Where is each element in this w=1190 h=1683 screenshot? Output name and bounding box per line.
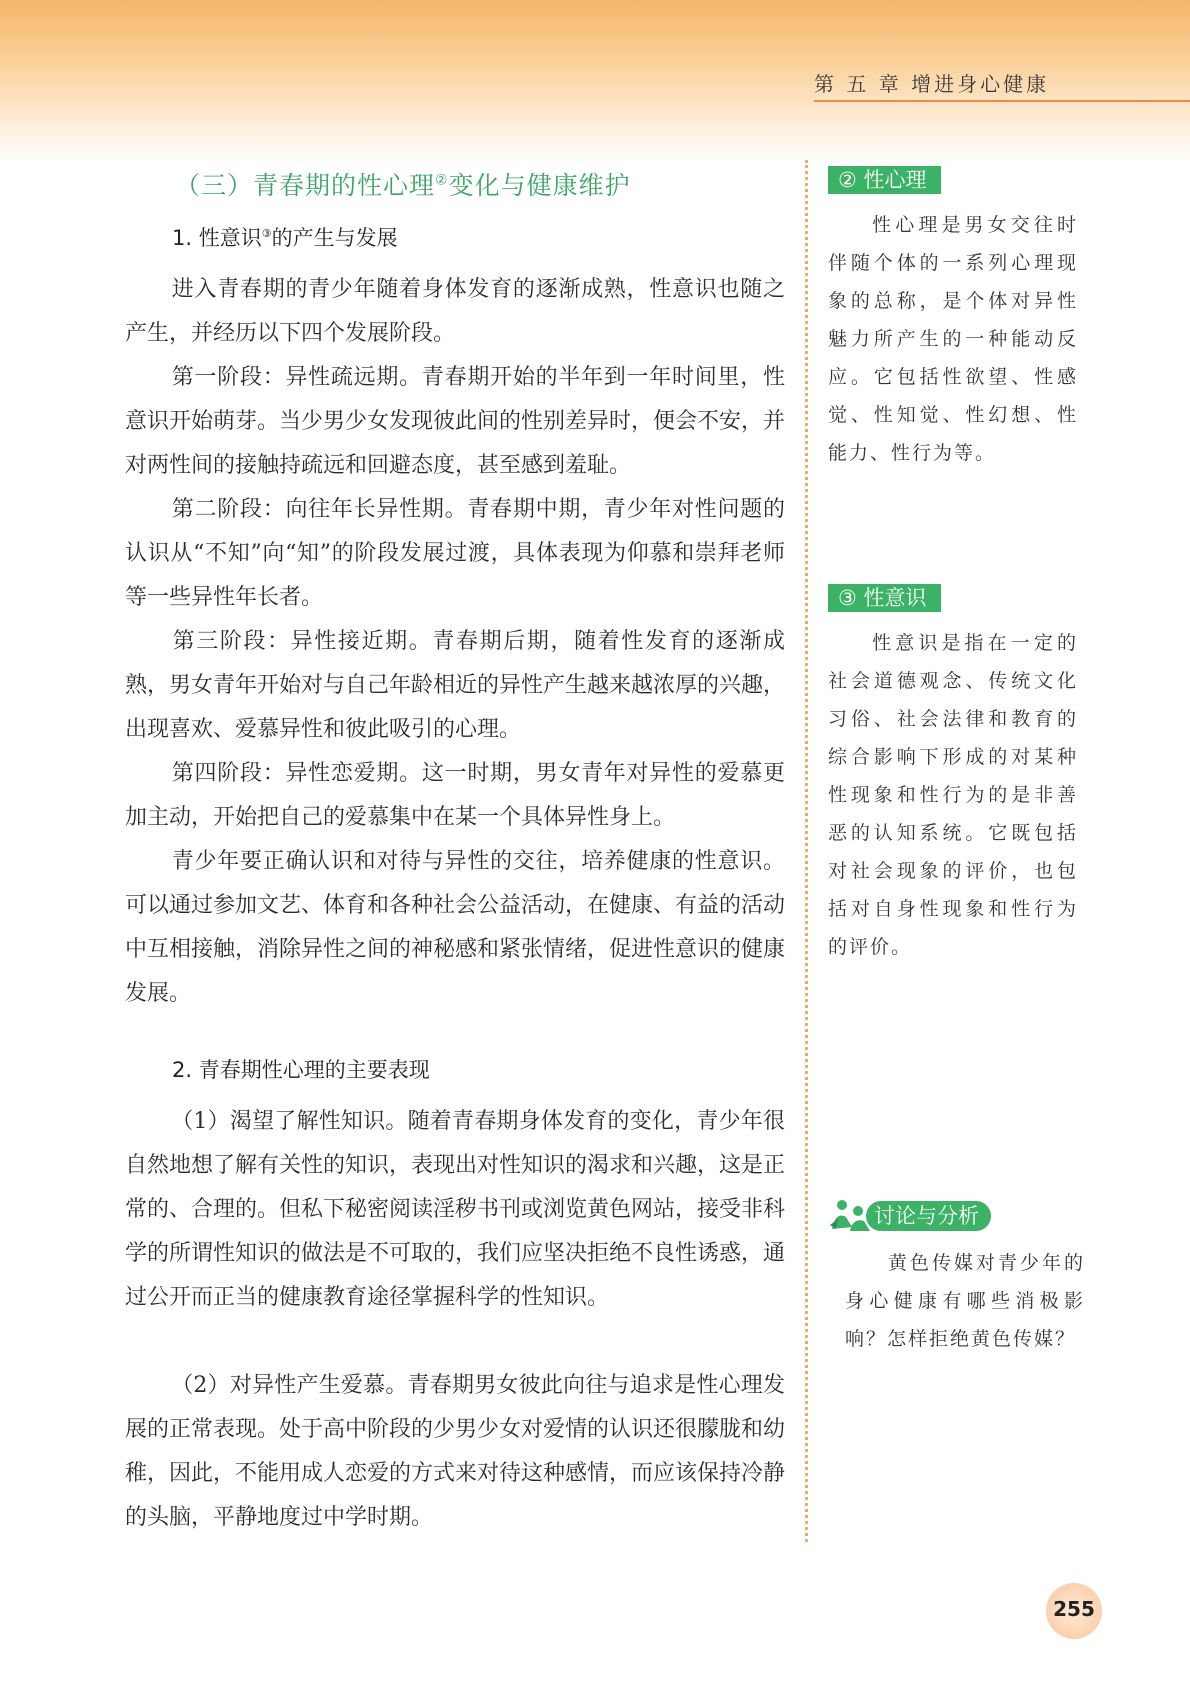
paragraph: 进入青春期的青少年随着身体发育的逐渐成熟，性意识也随之产生，并经历以下四个发展阶段。 bbox=[125, 277, 785, 346]
paragraph: （1）渴望了解性知识。随着青春期身体发育的变化，青少年很自然地想了解有关性的知识，表现出对性知识的渴求和兴趣，这是正常的、合理的。但私下秘密阅读淫秽书刊或浏览黄色网站，接受非科学的所谓性知识的做法是不可取的，我们应坚决拒绝不良性诱惑，通过公开而正当的健康教育途径掌握科学的性知识。 bbox=[125, 1109, 786, 1310]
chapter-title: 第 五 章 增进身心健康 bbox=[814, 72, 1050, 96]
sidebar-note: 性心理是男女交往时伴随个体的一系列心理现象的总称，是个体对异性魅力所产生的一种能动反应。它包括性欲望、性感觉、性知觉、性幻想、性能力、性行为等。 bbox=[828, 214, 1078, 464]
paragraph: 第二阶段：向往年长异性期。青春期中期，青少年对性问题的认识从“不知”向“知”的阶段发展过渡，具体表现为仰慕和崇拜老师等一些异性年长者。 bbox=[125, 497, 785, 610]
subheading-1-text: 1. 性意识 bbox=[172, 226, 262, 250]
section-title-text: （三）青春期的性心理 bbox=[175, 171, 436, 200]
paragraph: 第三阶段：异性接近期。青春期后期，随着性发育的逐渐成熟，男女青年开始对与自己年龄相近的异性产生越来越浓厚的兴趣，出现喜欢、爱慕异性和彼此吸引的心理。 bbox=[125, 629, 786, 742]
section-title-tail: 变化与健康维护 bbox=[448, 171, 631, 200]
note-tag-sex-psychology: ② 性心理 bbox=[828, 166, 941, 194]
people-discussion-icon bbox=[828, 1199, 872, 1233]
paragraph: 第一阶段：异性疏远期。青春期开始的半年到一年时间里，性意识开始萌芽。当少男少女发现彼此间的性别差异时，便会不安，并对两性间的接触持疏远和回避态度，甚至感到羞耻。 bbox=[125, 365, 786, 478]
column-divider bbox=[805, 160, 808, 1542]
header-rule bbox=[814, 100, 1190, 102]
note-tag-sex-consciousness: ③ 性意识 bbox=[828, 584, 941, 612]
discussion-tag bbox=[828, 1200, 991, 1232]
discussion-question: 黄色传媒对青少年的身心健康有哪些消极影响？怎样拒绝黄色传媒？ bbox=[845, 1252, 1085, 1350]
sidebar-note: 性意识是指在一定的社会道德观念、传统文化习俗、社会法律和教育的综合影响下形成的对某种性现象和性行为的是非善恶的认知系统。它既包括对社会现象的评价，也包括对自身性现象和性行为的评价。 bbox=[828, 632, 1078, 958]
discussion-label: 讨论与分析 bbox=[866, 1201, 991, 1231]
subheading-1 bbox=[172, 222, 398, 252]
paragraph: 青少年要正确认识和对待与异性的交往，培养健康的性意识。可以通过参加文艺、体育和各种社会公益活动，在健康、有益的活动中互相接触，消除异性之间的神秘感和紧张情绪，促进性意识的健康发展。 bbox=[125, 849, 786, 1006]
paragraph: 第四阶段：异性恋爱期。这一时期，男女青年对异性的爱慕更加主动，开始把自己的爱慕集中在某一个具体异性身上。 bbox=[125, 761, 785, 830]
subheading-1-tail: 的产生与发展 bbox=[271, 226, 398, 250]
page-number: 255 bbox=[1053, 1597, 1095, 1621]
footnote-mark[interactable]: ② bbox=[435, 172, 449, 189]
footnote-mark[interactable]: ③ bbox=[261, 227, 272, 240]
subheading-2: 2. 青春期性心理的主要表现 bbox=[172, 1058, 430, 1082]
paragraph: （2）对异性产生爱慕。青春期男女彼此向往与追求是性心理发展的正常表现。处于高中阶段的少男少女对爱情的认识还很朦胧和幼稚，因此，不能用成人恋爱的方式来对待这种感情，而应该保持冷静的头脑，平静地度过中学时期。 bbox=[125, 1373, 786, 1530]
section-title bbox=[175, 166, 631, 202]
